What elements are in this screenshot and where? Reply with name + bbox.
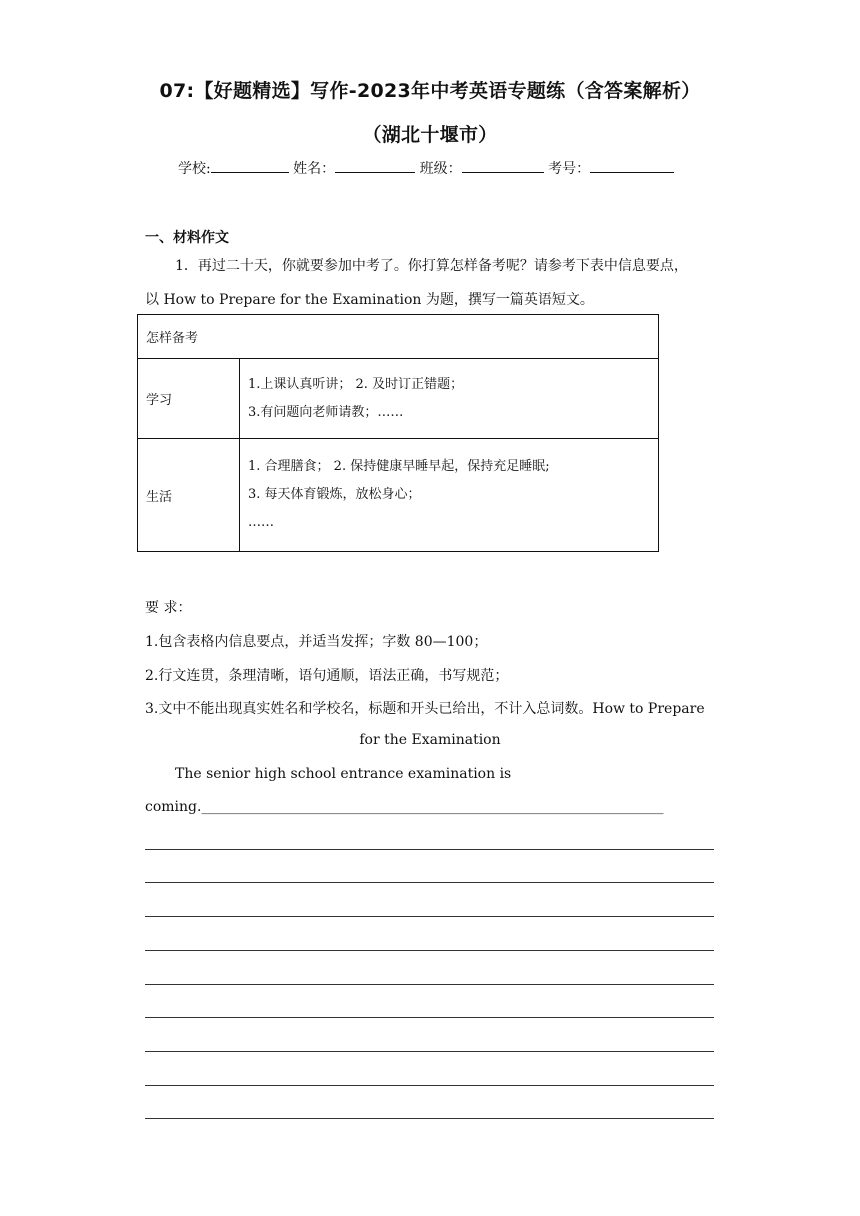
exam-number-blank[interactable] — [590, 157, 674, 173]
exam-number-label: 考号： — [548, 161, 591, 177]
life-label: 生活 — [138, 439, 240, 552]
writing-line[interactable] — [145, 984, 714, 985]
prompt-line-2: 以 How to Prepare for the Examination 为题，撰写一篇英语短文。 — [145, 292, 594, 308]
writing-line[interactable] — [145, 849, 714, 850]
class-blank[interactable] — [462, 157, 544, 173]
writing-line[interactable] — [145, 950, 714, 951]
requirement-item-2: 2.行文连贯，条理清晰，语句通顺，语法正确，书写规范； — [145, 668, 509, 684]
essay-opening-line-2: coming.__________________________________________________________________ — [145, 799, 664, 815]
essay-opening-line-1: The senior high school entrance examination is — [175, 766, 512, 782]
writing-line[interactable] — [145, 1085, 714, 1086]
class-label: 班级： — [419, 161, 462, 177]
life-content — [240, 439, 659, 552]
essay-title: for the Examination — [359, 732, 501, 748]
name-label: 姓名： — [293, 161, 336, 177]
writing-line[interactable] — [145, 1118, 714, 1119]
school-blank[interactable] — [211, 157, 289, 173]
study-line-1: 1.上课认真听讲； 2. 及时订正错题； — [248, 376, 464, 392]
life-line-1: 1. 合理膳食； 2. 保持健康早睡早起，保持充足睡眠; — [248, 459, 550, 474]
name-blank[interactable] — [335, 157, 415, 173]
writing-line[interactable] — [145, 1017, 714, 1018]
writing-line[interactable] — [145, 916, 714, 917]
study-content — [240, 359, 659, 439]
document-subtitle: （湖北十堰市） — [362, 124, 498, 146]
writing-line[interactable] — [145, 882, 714, 883]
writing-line[interactable] — [145, 1051, 714, 1052]
requirement-item-1: 1.包含表格内信息要点，并适当发挥；字数 80—100； — [145, 634, 488, 650]
school-label: 学校: — [178, 161, 211, 177]
requirement-item-3: 3.文中不能出现真实姓名和学校名，标题和开头已给出，不计入总词数。How to Prepare — [145, 701, 705, 717]
life-line-3: …… — [248, 515, 274, 530]
preparation-table — [137, 314, 659, 552]
requirements-heading: 要 求： — [145, 600, 192, 616]
document-title: 07:【好题精选】写作-2023年中考英语专题练（含答案解析） — [159, 80, 701, 102]
table-header: 怎样备考 — [138, 315, 659, 359]
study-label: 学习 — [138, 359, 240, 439]
study-line-2: 3.有问题向老师请教；…… — [248, 404, 404, 420]
life-line-2: 3. 每天体育锻炼，放松身心； — [248, 487, 421, 502]
section-heading: 一、材料作文 — [145, 230, 229, 246]
prompt-line-1: 1．再过二十天，你就要参加中考了。你打算怎样备考呢？请参考下表中信息要点， — [175, 258, 688, 274]
student-info-line — [178, 157, 674, 178]
